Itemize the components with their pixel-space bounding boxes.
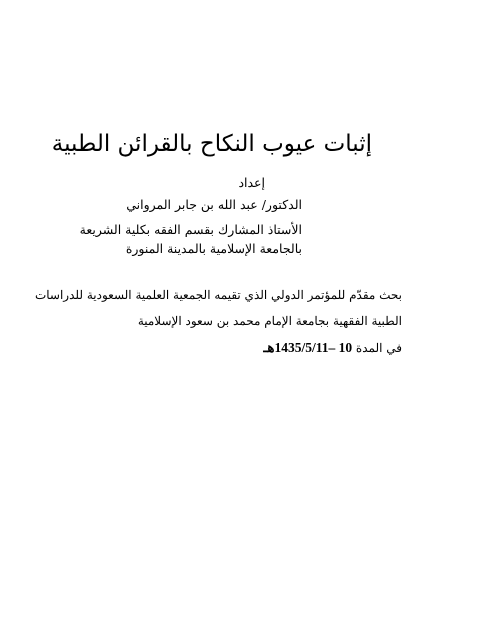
document-title: إثبات عيوب النكاح بالقرائن الطبية (51, 131, 372, 157)
author-name: الدكتور/ عبد الله بن جابر المرواني (126, 197, 302, 212)
date-prefix: في المدة (355, 341, 402, 355)
author-position: الأستاذ المشارك بقسم الفقه بكلية الشريعة (79, 222, 302, 237)
research-description-line-1: بحث مقدّم للمؤتمر الدولي الذي تقيمه الجمعية العلمية السعودية للدراسات (34, 288, 402, 302)
prepared-by-label: إعداد (238, 175, 265, 190)
research-description-line-2: الطبية الفقهية بجامعة الإمام محمد بن سعود الإسلامية (137, 314, 402, 328)
date-value: 10 –1435/5/11هـ (263, 340, 353, 355)
conference-date (263, 340, 402, 356)
author-university: بالجامعة الإسلامية بالمدينة المنورة (125, 241, 302, 256)
